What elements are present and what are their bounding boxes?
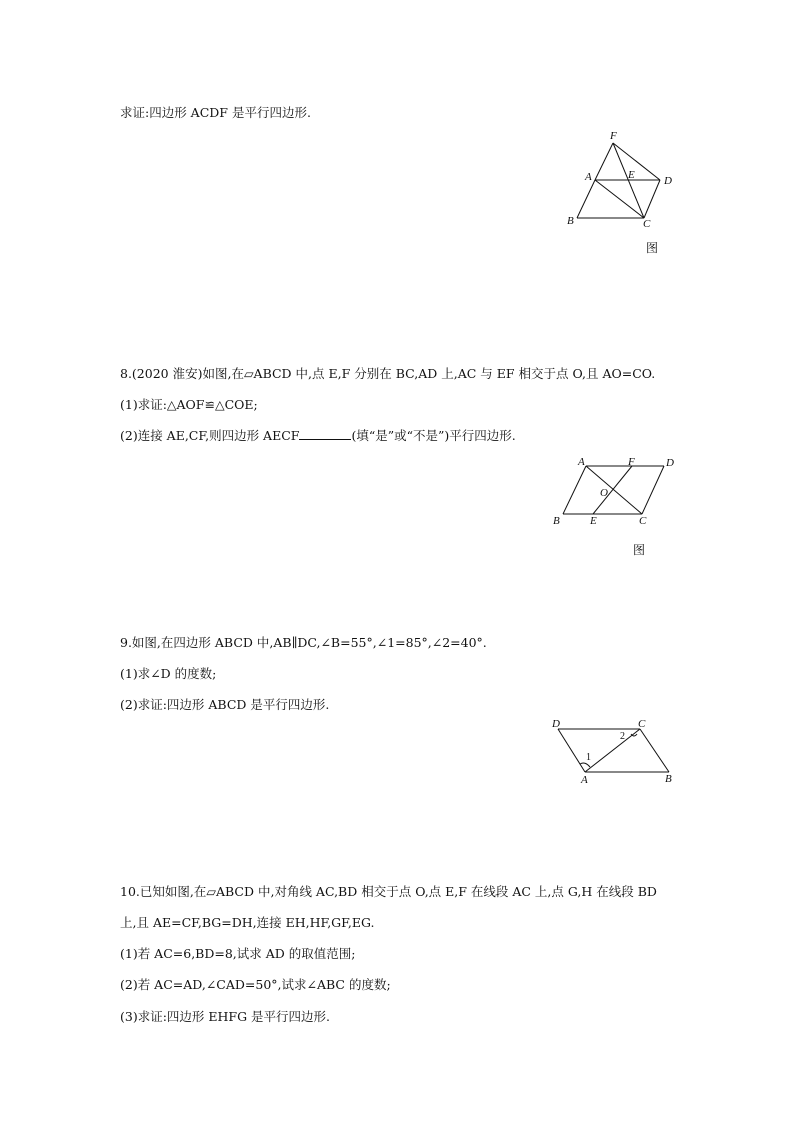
q7-label-A: A: [585, 171, 592, 183]
q8-label-E: E: [590, 515, 597, 527]
q8-label-O: O: [600, 487, 608, 499]
q8-part1: (1)求证:△AOF≌△COE;: [120, 397, 258, 412]
q9-part2: (2)求证:四边形 ABCD 是平行四边形.: [120, 697, 330, 712]
q9-angle-2: 2: [620, 731, 625, 742]
q8-part2-before: (2)连接 AE,CF,则四边形 AECF: [120, 428, 300, 443]
q7-prove-line: 求证:四边形 ACDF 是平行四边形.: [120, 105, 311, 120]
q8-part2: [120, 428, 516, 444]
q8-label-D: D: [666, 457, 674, 469]
q9-label-A: A: [581, 774, 588, 786]
q9-stem: 9.如图,在四边形 ABCD 中,AB∥DC,∠B=55°,∠1=85°,∠2=40°.: [120, 635, 487, 650]
q10-stem-line1: 10.已知如图,在▱ABCD 中,对角线 AC,BD 相交于点 O,点 E,F 在线段 AC 上,点 G,H 在线段 BD: [120, 884, 657, 899]
q9-part1: (1)求∠D 的度数;: [120, 666, 217, 681]
q7-figure-caption: 图: [646, 241, 659, 255]
q8-figure: [548, 452, 688, 536]
q8-label-A: A: [578, 456, 585, 468]
q8-answer-blank[interactable]: [299, 428, 351, 440]
q8-part2-after: (填“是”或“不是”)平行四边形.: [351, 428, 516, 443]
q7-label-C: C: [643, 218, 651, 230]
q9-label-D: D: [552, 718, 560, 730]
q7-label-B: B: [567, 215, 574, 227]
q9-diagram: [545, 712, 685, 792]
q9-label-B: B: [665, 773, 672, 785]
q8-label-B: B: [553, 515, 560, 527]
q10-part3: (3)求证:四边形 EHFG 是平行四边形.: [120, 1009, 331, 1024]
q10-part2: (2)若 AC=AD,∠CAD=50°,试求∠ABC 的度数;: [120, 977, 391, 992]
q8-figure-caption: 图: [633, 543, 646, 557]
q7-label-D: D: [664, 175, 672, 187]
q8-stem: 8.(2020 淮安)如图,在▱ABCD 中,点 E,F 分别在 BC,AD 上,AC 与 EF 相交于点 O,且 AO=CO.: [120, 366, 656, 381]
q9-figure: [545, 712, 685, 796]
q9-label-C: C: [638, 718, 646, 730]
q8-label-C: C: [639, 515, 647, 527]
q8-diagram: [548, 452, 688, 532]
q9-angle-1: 1: [586, 752, 591, 763]
q7-label-F: F: [610, 130, 617, 142]
q7-figure: [560, 128, 670, 232]
q7-diagram: [560, 128, 670, 228]
q10-part1: (1)若 AC=6,BD=8,试求 AD 的取值范围;: [120, 946, 356, 961]
q10-stem-line2: 上,且 AE=CF,BG=DH,连接 EH,HF,GF,EG.: [120, 915, 375, 930]
q7-label-E: E: [628, 169, 635, 181]
q8-label-F: F: [628, 456, 635, 468]
